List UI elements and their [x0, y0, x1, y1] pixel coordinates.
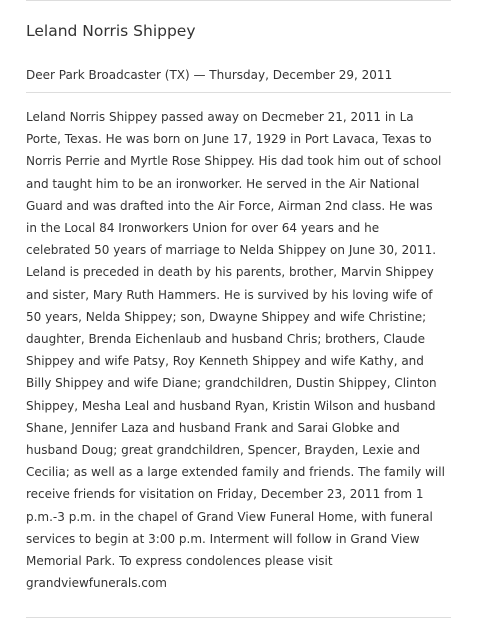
body-line: Memorial Park. To express condolences please visit — [26, 554, 333, 569]
body-line: Porte, Texas. He was born on June 17, 1929 in Port Lavaca, Texas to — [26, 132, 432, 147]
body-line: and sister, Mary Ruth Hammers. He is survived by his loving wife of — [26, 287, 433, 302]
body-line: in the Local 84 Ironworkers Union for over 64 years and he — [26, 221, 380, 236]
body-line: Billy Shippey and wife Diane; grandchildren, Dustin Shippey, Clinton — [26, 376, 437, 391]
footer-divider — [26, 617, 451, 618]
body-line: receive friends for visitation on Friday, December 23, 2011 from 1 — [26, 487, 424, 502]
publication-byline: Deer Park Broadcaster (TX) — Thursday, December 29, 2011 — [26, 68, 393, 82]
body-line: 50 years, Nelda Shippey; son, Dwayne Shippey and wife Christine; — [26, 309, 427, 324]
body-line: celebrated 50 years of marriage to Nelda Shippey on June 30, 2011. — [26, 243, 437, 258]
body-line: Cecilia; as well as a large extended family and friends. The family will — [26, 465, 445, 480]
obituary-body — [26, 106, 451, 594]
header-divider — [26, 92, 451, 93]
body-line: Shippey, Mesha Leal and husband Ryan, Kristin Wilson and husband — [26, 398, 436, 413]
body-line: grandviewfunerals.com — [26, 576, 167, 591]
body-line: p.m.-3 p.m. in the chapel of Grand View Funeral Home, with funeral — [26, 509, 433, 524]
body-line: Guard and was drafted into the Air Force, Airman 2nd class. He was — [26, 198, 433, 213]
body-line: Leland is preceded in death by his parents, brother, Marvin Shippey — [26, 265, 434, 280]
body-line: daughter, Brenda Eichenlaub and husband Chris; brothers, Claude — [26, 332, 425, 347]
body-line: Shane, Jennifer Laza and husband Frank and Sarai Globke and — [26, 420, 400, 435]
body-line: Shippey and wife Patsy, Roy Kenneth Shippey and wife Kathy, and — [26, 354, 424, 369]
body-line: husband Doug; great grandchildren, Spencer, Brayden, Lexie and — [26, 443, 421, 458]
body-line: Leland Norris Shippey passed away on Decmeber 21, 2011 in La — [26, 110, 414, 124]
body-line: services to begin at 3:00 p.m. Interment will follow in Grand View — [26, 531, 420, 546]
body-line: Norris Perrie and Myrtle Rose Shippey. His dad took him out of school — [26, 154, 442, 169]
top-divider — [26, 0, 451, 1]
body-line: and taught him to be an ironworker. He served in the Air National — [26, 176, 420, 191]
obituary-title: Leland Norris Shippey — [26, 22, 196, 40]
